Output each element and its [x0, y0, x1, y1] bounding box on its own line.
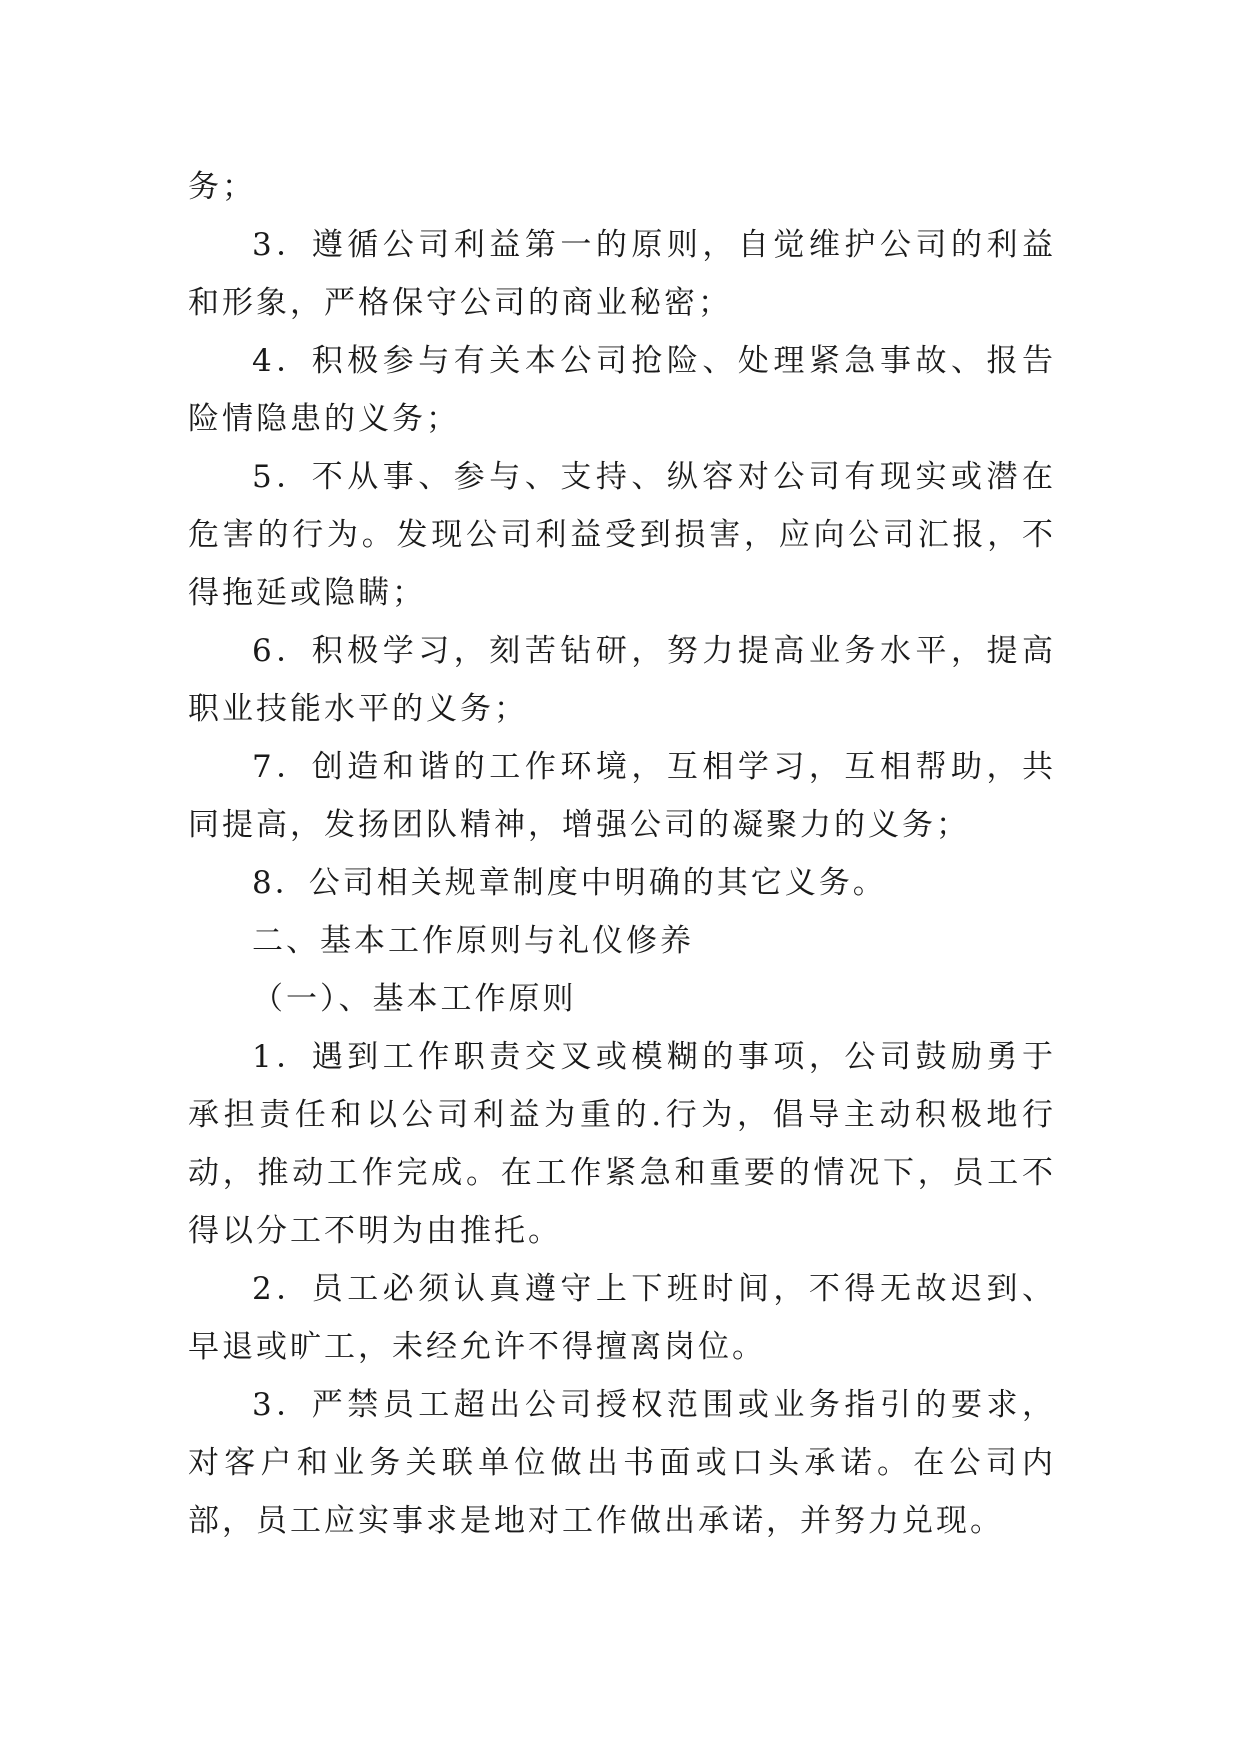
paragraph-item-8: 8．公司相关规章制度中明确的其它义务。 [252, 865, 887, 901]
principle-item-1: 1．遇到工作职责交叉或模糊的事项，公司鼓励勇于承担责任和以公司利益为重的.行为，倡导主动积极地行动，推动工作完成。在工作紧急和重要的情况下，员工不得以分工不明为由推托。 [188, 1039, 1056, 1249]
paragraph-item-5: 5．不从事、参与、支持、纵容对公司有现实或潜在危害的行为。发现公司利益受到损害，应向公司汇报，不得拖延或隐瞒； [188, 459, 1056, 611]
paragraph-item-6: 6．积极学习，刻苦钻研，努力提高业务水平，提高职业技能水平的义务； [188, 633, 1056, 727]
paragraph-continuation: 务； [188, 169, 256, 205]
paragraph-item-3: 3．遵循公司利益第一的原则，自觉维护公司的利益和形象，严格保守公司的商业秘密； [188, 227, 1056, 321]
principle-item-3: 3．严禁员工超出公司授权范围或业务指引的要求，对客户和业务关联单位做出书面或口头承诺。在公司内部，员工应实事求是地对工作做出承诺，并努力兑现。 [188, 1387, 1056, 1539]
paragraph-item-7: 7．创造和谐的工作环境，互相学习，互相帮助，共同提高，发扬团队精神，增强公司的凝聚力的义务； [188, 749, 1056, 843]
principle-item-2: 2．员工必须认真遵守上下班时间，不得无故迟到、早退或旷工，未经允许不得擅离岗位。 [188, 1271, 1056, 1365]
document-body [188, 158, 1056, 1550]
paragraph-item-4: 4．积极参与有关本公司抢险、处理紧急事故、报告险情隐患的义务； [188, 343, 1056, 437]
subsection-heading: （一）、基本工作原则 [252, 981, 577, 1017]
section-heading: 二、基本工作原则与礼仪修养 [252, 923, 694, 959]
